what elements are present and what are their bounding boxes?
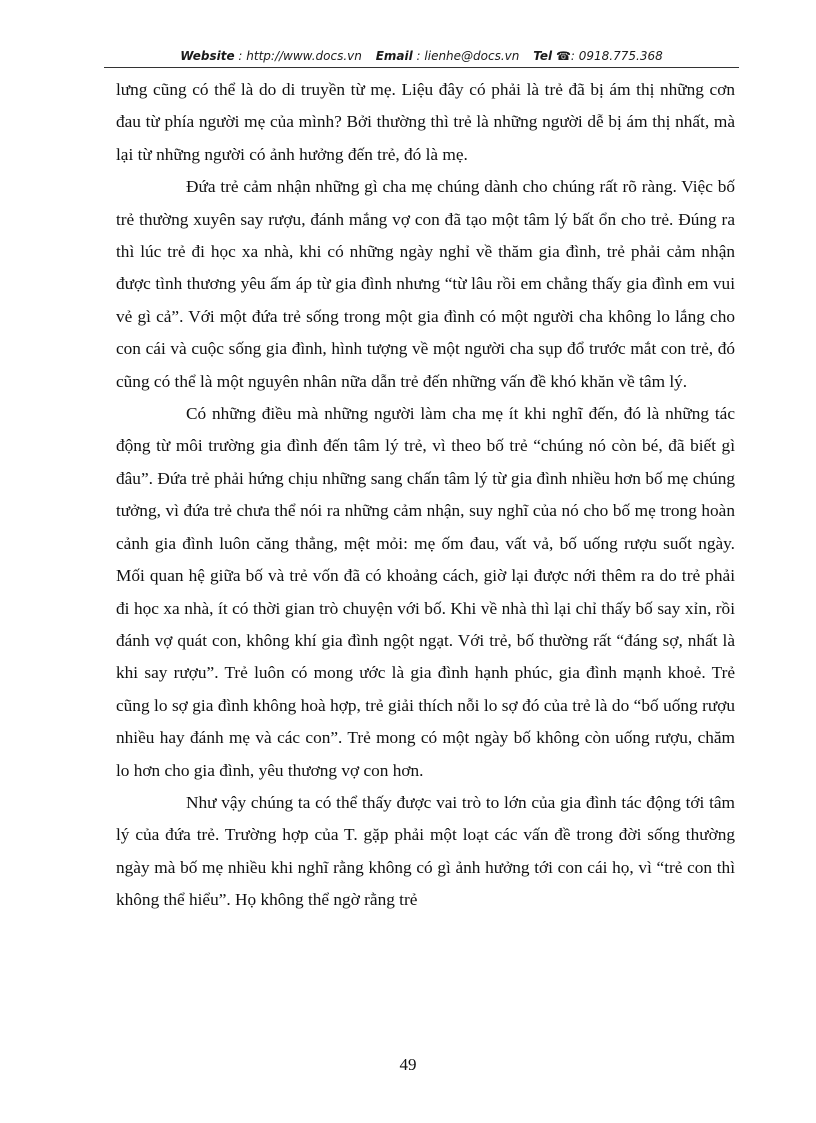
paragraph-3: Có những điều mà những người làm cha mẹ ít khi nghĩ đến, đó là những tác động từ môi trường gia đình đến tâm lý trẻ, vì theo bố trẻ “chúng nó còn bé, đã biết gì đâu”. Đứa trẻ phải hứng chịu những sang chấn tâm lý từ gia đình nhiều hơn bố mẹ chúng tưởng, vì đứa trẻ chưa thể nói ra những cảm nhận, suy nghĩ của nó cho bố mẹ trong hoàn cảnh gia đình luôn căng thẳng, mệt mỏi: mẹ ốm đau, vất vả, bố uống rượu suốt ngày. Mối quan hệ giữa bố và trẻ vốn đã có khoảng cách, giờ lại được nới thêm ra do trẻ phải đi học xa nhà, ít có thời gian trò chuyện với bố. Khi về nhà thì lại chỉ thấy bố say xỉn, rồi đánh vợ quát con, không khí gia đình ngột ngạt. Với trẻ, bố thường rất “đáng sợ, nhất là khi say rượu”. Trẻ luôn có mong ước là gia đình hạnh phúc, gia đình mạnh khoẻ. Trẻ cũng lo sợ gia đình không hoà hợp, trẻ giải thích nỗi lo sợ đó của trẻ là do “bố uống rượu nhiều hay đánh mẹ và các con”. Trẻ mong có một ngày bố không còn uống rượu, chăm lo hơn cho gia đình, yêu thương vợ con hơn. — [116, 404, 735, 780]
email-label: Email — [375, 49, 413, 63]
email-value: : lienhe@docs.vn — [416, 49, 520, 63]
tel-label: Tel — [533, 49, 553, 63]
paragraph-2: Đứa trẻ cảm nhận những gì cha mẹ chúng dành cho chúng rất rõ ràng. Việc bố trẻ thường xuyên say rượu, đánh mắng vợ con đã tạo một tâm lý bất ổn cho trẻ. Đúng ra thì lúc trẻ đi học xa nhà, khi có những ngày nghỉ về thăm gia đình, trẻ phải cảm nhận được tình thương yêu ấm áp từ gia đình nhưng “từ lâu rồi em chẳng thấy gia đình em vui vẻ gì cả”. Với một đứa trẻ sống trong một gia đình có một người cha không lo lắng cho con cái và cuộc sống gia đình, hình tượng về một người cha sụp đổ trước mắt con trẻ, đó cũng có thể là một nguyên nhân nữa dẫn trẻ đến những vấn đề khó khăn về tâm lý. — [116, 177, 735, 391]
header-divider — [104, 67, 739, 68]
tel-value: : 0918.775.368 — [570, 49, 663, 63]
phone-icon: ☎ — [555, 49, 571, 63]
document-body — [116, 74, 735, 917]
website-value: : http://www.docs.vn — [238, 49, 362, 63]
page-header — [104, 49, 739, 63]
page-number: 49 — [399, 1055, 417, 1074]
paragraph-1: lưng cũng có thể là do di truyền từ mẹ. Liệu đây có phải là trẻ đã bị ám thị những cơn đau từ phía người mẹ của mình? Bởi thường thì trẻ là những người dễ bị ám thị nhất, mà lại từ những người có ảnh hưởng đến trẻ, đó là mẹ. — [116, 80, 735, 164]
website-label: Website — [180, 49, 235, 63]
paragraph-4: Như vậy chúng ta có thể thấy được vai trò to lớn của gia đình tác động tới tâm lý của đứa trẻ. Trường hợp của T. gặp phải một loạt các vấn đề trong đời sống thường ngày mà bố mẹ nhiều khi nghĩ rằng không có gì ảnh hưởng tới con cái họ, vì “trẻ con thì không thể hiểu”. Họ không thể ngờ rằng trẻ — [116, 792, 735, 910]
